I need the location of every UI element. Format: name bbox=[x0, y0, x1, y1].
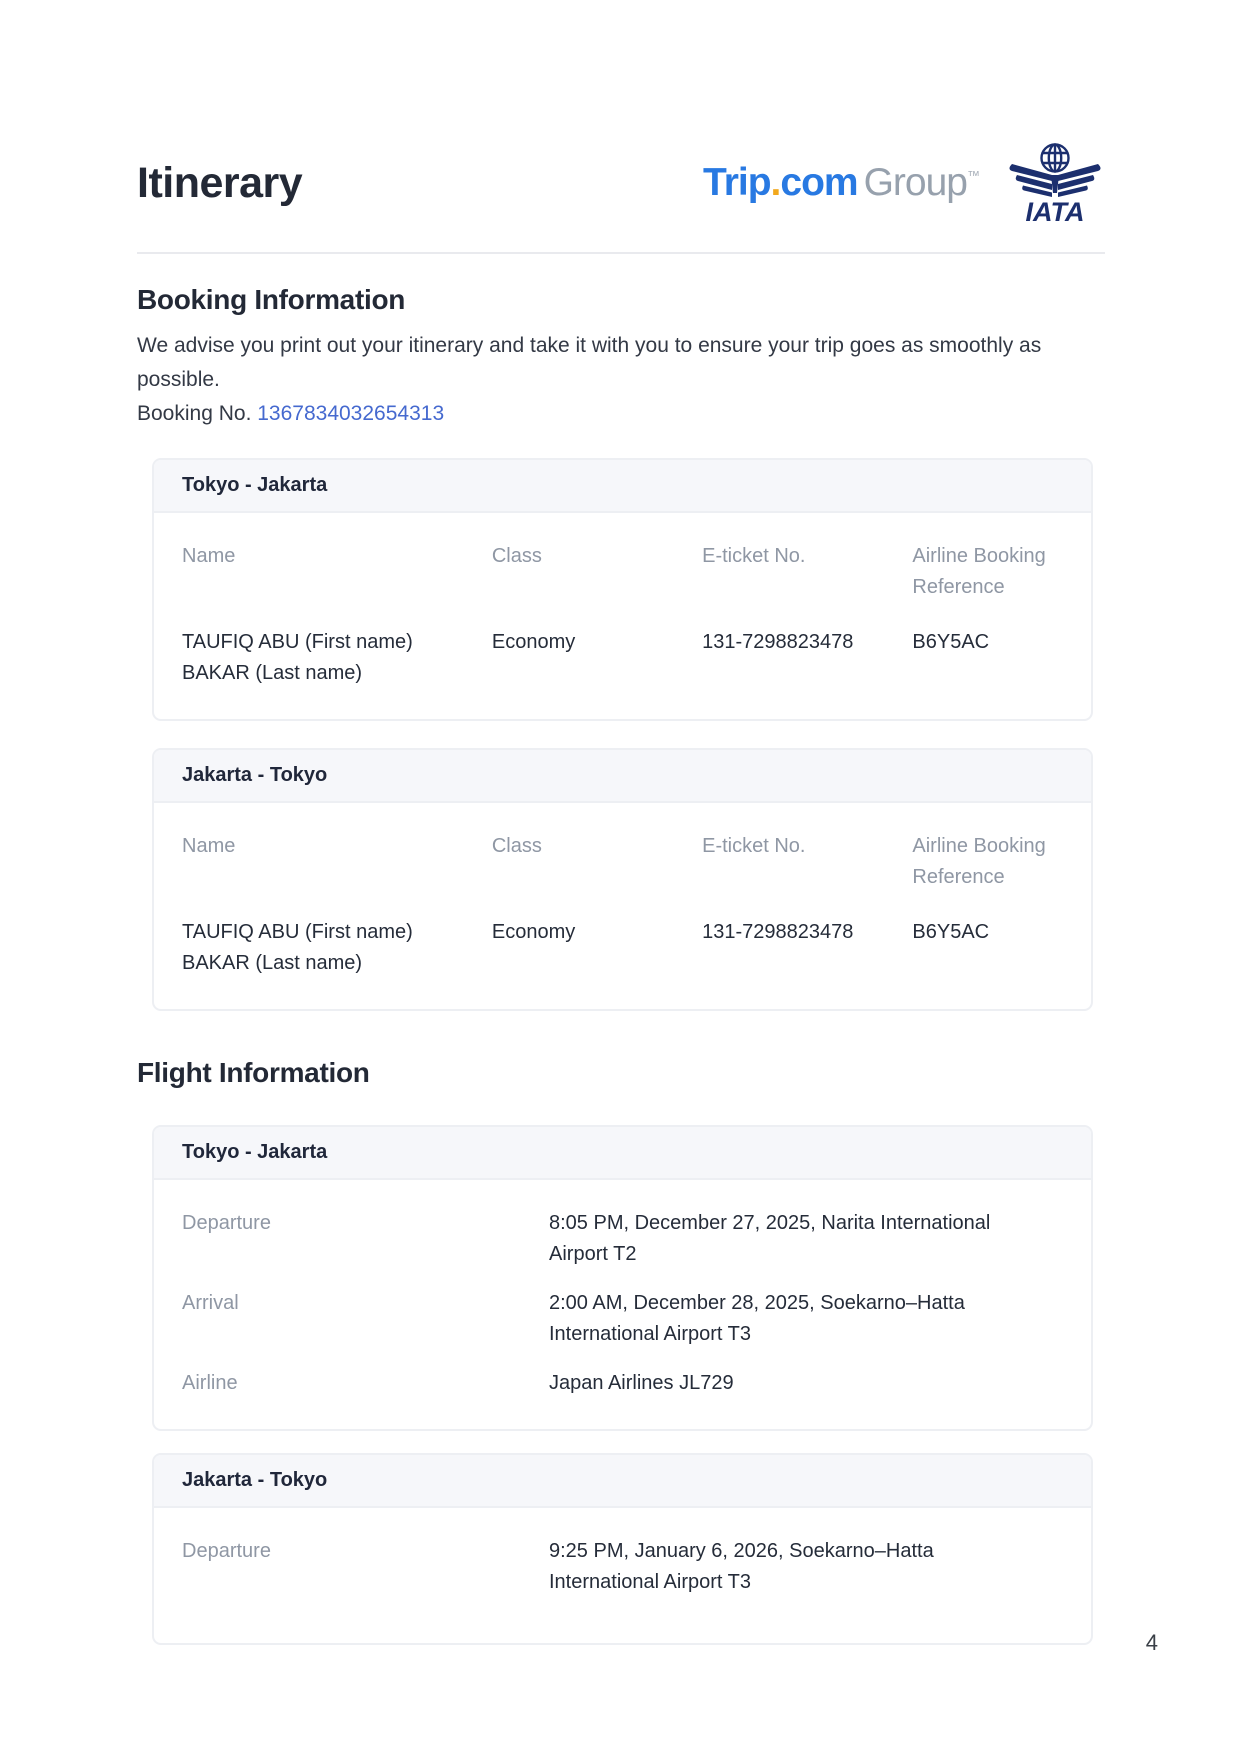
column-header-eticket: E-ticket No. bbox=[702, 835, 806, 857]
cabin-class: Economy bbox=[491, 631, 576, 653]
passenger-name: TAUFIQ ABU (First name) BAKAR (Last name) bbox=[182, 631, 413, 684]
detail-row-departure bbox=[182, 1208, 1063, 1270]
booking-number-label: Booking No. bbox=[137, 402, 252, 425]
trademark-symbol: ™ bbox=[967, 168, 979, 183]
eticket-number: 131-7298823478 bbox=[702, 921, 854, 943]
booking-information-heading: Booking Information bbox=[137, 284, 406, 315]
flight-card-jakarta-tokyo bbox=[152, 1453, 1093, 1645]
trip-logo-group-word: Group bbox=[863, 161, 967, 204]
passenger-name: TAUFIQ ABU (First name) BAKAR (Last name) bbox=[182, 921, 413, 974]
page-number: 4 bbox=[1145, 1630, 1158, 1655]
route-header: Jakarta - Tokyo bbox=[154, 1455, 1091, 1508]
booking-number-line bbox=[137, 397, 1105, 431]
table-header-row bbox=[182, 541, 1063, 603]
eticket-number: 131-7298823478 bbox=[702, 631, 854, 653]
document-header bbox=[137, 140, 1105, 226]
passenger-card-tokyo-jakarta bbox=[152, 458, 1093, 721]
departure-value: 8:05 PM, December 27, 2025, Narita International Airport T2 bbox=[549, 1212, 991, 1265]
logo-group bbox=[703, 141, 1105, 225]
table-row bbox=[182, 917, 1063, 979]
route-header: Jakarta - Tokyo bbox=[154, 750, 1091, 803]
trip-com-group-logo bbox=[703, 161, 979, 205]
airline-booking-reference: B6Y5AC bbox=[912, 631, 990, 653]
cabin-class: Economy bbox=[491, 921, 576, 943]
page-title: Itinerary bbox=[137, 158, 303, 207]
airline-value: Japan Airlines JL729 bbox=[549, 1372, 734, 1394]
print-advice-text: We advise you print out your itinerary and take it with you to ensure your trip goes as smoothly as possible. bbox=[137, 334, 1042, 391]
iata-logo-icon bbox=[1005, 141, 1105, 225]
flight-details bbox=[154, 1508, 1091, 1643]
column-header-class: Class bbox=[491, 545, 542, 567]
column-header-name: Name bbox=[182, 545, 236, 567]
flight-details bbox=[154, 1180, 1091, 1429]
trip-logo-word: Trip bbox=[703, 161, 771, 204]
passenger-table bbox=[154, 803, 1091, 1009]
column-header-class: Class bbox=[491, 835, 542, 857]
airline-booking-reference: B6Y5AC bbox=[912, 921, 990, 943]
passenger-table bbox=[154, 513, 1091, 719]
page-content bbox=[0, 140, 1242, 1645]
detail-row-departure bbox=[182, 1536, 1063, 1598]
detail-row-airline bbox=[182, 1368, 1063, 1399]
route-header: Tokyo - Jakarta bbox=[154, 1127, 1091, 1180]
passenger-card-jakarta-tokyo bbox=[152, 748, 1093, 1011]
detail-row-arrival bbox=[182, 1288, 1063, 1350]
airline-label: Airline bbox=[182, 1372, 238, 1394]
iata-logo-text: IATA bbox=[1025, 197, 1085, 225]
table-header-row bbox=[182, 831, 1063, 893]
departure-label: Departure bbox=[182, 1540, 271, 1562]
table-row bbox=[182, 627, 1063, 689]
route-header: Tokyo - Jakarta bbox=[154, 460, 1091, 513]
column-header-name: Name bbox=[182, 835, 236, 857]
header-divider bbox=[137, 252, 1105, 254]
departure-value: 9:25 PM, January 6, 2026, Soekarno–Hatta International Airport T3 bbox=[549, 1540, 934, 1593]
departure-label: Departure bbox=[182, 1212, 271, 1234]
arrival-value: 2:00 AM, December 28, 2025, Soekarno–Hatta International Airport T3 bbox=[549, 1292, 965, 1345]
flight-information-heading: Flight Information bbox=[137, 1057, 370, 1088]
column-header-airline-ref: Airline Booking Reference bbox=[912, 835, 1046, 888]
booking-number-link[interactable]: 1367834032654313 bbox=[257, 402, 445, 425]
arrival-label: Arrival bbox=[182, 1292, 239, 1314]
column-header-eticket: E-ticket No. bbox=[702, 545, 806, 567]
trip-logo-com: com bbox=[780, 161, 858, 204]
trip-logo-dot: . bbox=[770, 161, 781, 204]
column-header-airline-ref: Airline Booking Reference bbox=[912, 545, 1046, 598]
flight-card-tokyo-jakarta bbox=[152, 1125, 1093, 1431]
